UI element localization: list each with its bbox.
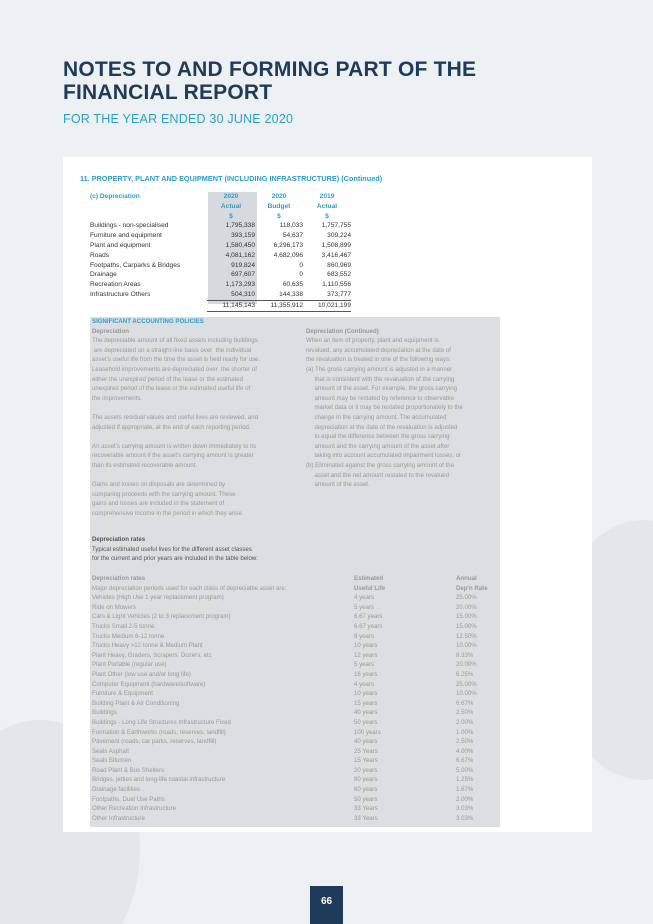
asset-class: Seals Asphalt — [92, 747, 129, 755]
row-value: 697,607 — [231, 271, 255, 279]
total-value: 11,355,912 — [255, 300, 303, 312]
dep-rate: 15.00% — [456, 613, 477, 621]
policy-text-line: market data or it may be restated proportionately to the — [306, 404, 463, 412]
useful-life: 50 years — [354, 795, 378, 803]
useful-life: 33 Years — [354, 814, 378, 822]
page-number: 66 — [310, 886, 343, 924]
useful-life: 6.67 years — [354, 622, 383, 630]
dep-rate: 4.00% — [456, 747, 474, 755]
asset-class: Formation & Earthworks (roads, reserves, landfill) — [92, 728, 226, 736]
policy-text-line: amount of the asset. For example, the gross carrying — [306, 385, 458, 393]
policy-text-line: The assets residual values and useful lives are reviewed, and — [92, 413, 258, 421]
rates-row — [92, 612, 497, 622]
row-value: 1,580,450 — [225, 241, 255, 249]
useful-life: 5 years — [354, 603, 374, 611]
rates-row — [92, 737, 497, 747]
dep-rate: 6.67% — [456, 699, 474, 707]
policy-text-line: amount of the asset. — [306, 481, 370, 489]
policy-text-line — [92, 432, 260, 442]
row-value: 4,682,096 — [273, 251, 303, 259]
policies-heading: SIGNIFICANT ACCOUNTING POLICIES — [92, 318, 204, 325]
rates-row — [92, 641, 497, 651]
useful-life: 80 years — [354, 776, 378, 784]
table-row — [90, 241, 355, 251]
asset-class: Trucks Medium 6-12 tonne — [92, 632, 165, 640]
dep-rate: 1.67% — [456, 786, 474, 794]
useful-life: 16 years — [354, 670, 378, 678]
policy-text-line: unexpired period of the lease or the estimated useful life of — [92, 385, 251, 393]
dep-rate: 2.00% — [456, 795, 474, 803]
table-row — [90, 251, 355, 261]
page-subtitle: FOR THE YEAR ENDED 30 JUNE 2020 — [63, 112, 294, 126]
section-heading: 11. PROPERTY, PLANT AND EQUIPMENT (INCLUDING INFRASTRUCTURE) (Continued) — [80, 174, 383, 183]
rates-header-row — [92, 584, 497, 594]
policy-text-line — [92, 471, 260, 481]
rates-row — [92, 814, 497, 824]
rates-row — [92, 785, 497, 795]
table-row — [90, 290, 355, 300]
col-currency: $ — [229, 212, 233, 220]
policy-text-line: recoverable amount if the asset's carrying amount is greater — [92, 452, 254, 460]
row-value: 1,110,556 — [322, 281, 351, 289]
policy-text-line: change in the carrying amount. The accumulated — [306, 413, 447, 421]
policy-text-line: the improvements. — [92, 394, 143, 402]
row-label: Drainage — [90, 271, 117, 279]
table-row — [90, 270, 355, 280]
table-total-row — [90, 300, 355, 310]
asset-class: Footpaths, Dual Use Paths — [92, 795, 165, 803]
row-value: 3,416,467 — [321, 251, 351, 259]
useful-life: 15 Years — [354, 757, 378, 765]
rates-row — [92, 756, 497, 766]
policy-left-title: Depreciation — [92, 327, 129, 335]
rates-row — [92, 775, 497, 785]
row-value: 1,173,293 — [225, 281, 255, 289]
useful-life: 12 years — [354, 651, 378, 659]
policy-text-line: depreciation at the date of the revaluation is adjusted — [306, 423, 458, 431]
rates-row — [92, 593, 497, 603]
rates-row — [92, 718, 497, 728]
dep-rate: 2.00% — [456, 718, 474, 726]
rates-row — [92, 670, 497, 680]
policy-text-line: gains and losses are included in the statement of — [92, 500, 225, 508]
policy-left-column — [92, 317, 260, 518]
dep-rate: 1.25% — [456, 776, 474, 784]
row-value: 373,777 — [327, 290, 351, 298]
col-type: Actual — [316, 202, 338, 210]
asset-class: Buildings — [92, 709, 117, 717]
policy-text-line: (a) The gross carrying amount is adjusted in a manner — [306, 365, 453, 373]
rates-intro — [92, 535, 258, 564]
dep-rate: 6.25% — [456, 670, 474, 678]
row-value: 919,824 — [231, 261, 255, 269]
table-row — [90, 261, 355, 271]
accounting-policies-box — [90, 317, 500, 827]
policy-text-line: revalued, any accumulated depreciation at the date of — [306, 346, 451, 354]
table-header-row — [90, 212, 355, 222]
policy-text-line: The depreciable amount of all fixed assets including buildings — [92, 337, 258, 345]
rates-subheading: Major depreciation periods used for each class of depreciable asset are: — [92, 584, 287, 592]
policy-text-line: than its estimated recoverable amount. — [92, 461, 198, 469]
table-row — [90, 221, 355, 231]
rates-row — [92, 689, 497, 699]
rates-row — [92, 804, 497, 814]
rates-row — [92, 651, 497, 661]
asset-class: Pavement (roads, car parks, reserves, landfill) — [92, 738, 217, 746]
useful-life: 40 years — [354, 738, 378, 746]
dep-rate: 3.03% — [456, 805, 474, 813]
policy-text-line: asset's useful life from the time the asset is held ready for use. — [92, 356, 261, 364]
row-label: Furniture and equipment — [90, 232, 162, 240]
row-value: 1,757,755 — [321, 222, 351, 230]
table-header-row — [90, 192, 355, 202]
asset-class: Road Plant & Bus Shelters — [92, 766, 165, 774]
useful-life: 25 Years — [354, 747, 378, 755]
table-label: (c) Depreciation — [90, 193, 140, 200]
policy-text-line: asset and the net amount restated to the revalued — [306, 471, 449, 479]
row-value: 683,552 — [327, 271, 351, 279]
rates-row — [92, 708, 497, 718]
row-value: 54,637 — [282, 232, 303, 240]
title-line-2: FINANCIAL REPORT — [63, 81, 273, 104]
row-value: 309,224 — [327, 232, 351, 240]
col-currency: $ — [325, 212, 329, 220]
row-value: 118,033 — [279, 222, 303, 230]
dep-rate: 20.00% — [456, 661, 477, 669]
useful-life: 10 years — [354, 642, 378, 650]
asset-class: Ride on Mowers — [92, 603, 137, 611]
policy-right-title: Depreciation (Continued) — [306, 327, 379, 335]
rates-row — [92, 795, 497, 805]
row-value: 1,795,338 — [225, 222, 255, 230]
row-label: Infrastructure Others — [90, 290, 151, 298]
report-header — [63, 58, 623, 126]
dep-rate: 25.00% — [456, 680, 477, 688]
policy-text-line: comparing proceeds with the carrying amount. These — [92, 490, 236, 498]
row-value: 1,508,899 — [321, 241, 351, 249]
dep-rate: 6.67% — [456, 757, 474, 765]
useful-life: 100 years — [354, 728, 381, 736]
col-year: 2020 — [271, 193, 287, 200]
table-header-row — [90, 202, 355, 212]
rates-intro-line: Typical estimated useful lives for the different asset classes — [92, 545, 252, 553]
dep-rate: 15.00% — [456, 622, 477, 630]
policy-text-line: When an item of property, plant and equipment is — [306, 337, 439, 345]
dep-rate: 12.50% — [456, 632, 477, 640]
row-value: 393,159 — [231, 232, 255, 240]
rates-row — [92, 747, 497, 757]
policy-text-line: are depreciated on a straight-line basis over the individual — [92, 346, 252, 354]
row-value: 0 — [299, 261, 303, 269]
useful-life: 33 Years — [354, 805, 378, 813]
row-value: 144,338 — [279, 290, 303, 298]
asset-class: Trucks Heavy >12 tonne & Medium Plant — [92, 642, 203, 650]
asset-class: Seals Bitumen — [92, 757, 132, 765]
total-value: 11,145,143 — [207, 300, 255, 312]
content-panel — [63, 157, 592, 832]
asset-class: Buildings - Long Life Structures Infrastructure Fixed — [92, 718, 231, 726]
policy-text-line: comprehensive income in the period in which they arise. — [92, 509, 244, 517]
dep-rate: 5.00% — [456, 766, 474, 774]
rates-row — [92, 728, 497, 738]
dep-rate: 8.33% — [456, 651, 474, 659]
col-life-header: Useful Life — [354, 584, 386, 592]
useful-life: 10 years — [354, 690, 378, 698]
col-rate-header: Annual — [456, 575, 477, 582]
dep-rate: 3.03% — [456, 814, 474, 822]
rates-row — [92, 660, 497, 670]
useful-life: 4 years — [354, 594, 374, 602]
useful-life: 15 years — [354, 699, 378, 707]
page-title — [63, 58, 623, 104]
policy-text-line — [92, 403, 260, 413]
col-type: Actual — [220, 202, 242, 210]
row-label: Roads — [90, 251, 110, 259]
rates-row — [92, 603, 497, 613]
asset-class: Plant Other (low use and/or long life) — [92, 670, 191, 678]
rates-intro-title: Depreciation rates — [92, 536, 146, 543]
rates-row — [92, 632, 497, 642]
dep-rate: 25.00% — [456, 594, 477, 602]
dep-rate: 1.00% — [456, 728, 474, 736]
dep-rate: 10.00% — [456, 642, 477, 650]
rates-row — [92, 680, 497, 690]
row-label: Recreation Areas — [90, 281, 141, 289]
col-rate-header: Dep'n Rate — [456, 584, 488, 592]
policy-text-line: amount may be restated by reference to observable — [306, 394, 455, 402]
rates-header-row — [92, 574, 497, 584]
asset-class: Furniture & Equipment — [92, 690, 153, 698]
useful-life: 5 years — [354, 661, 374, 669]
policy-text-line: amount and the carrying amount of the asset after — [306, 442, 450, 450]
policy-text-line: either the unexpired period of the lease or the estimated — [92, 375, 244, 383]
policy-text-line: adjusted if appropriate, at the end of each reporting period. — [92, 423, 251, 431]
asset-class: Vehicles (High Use 1 year replacement program) — [92, 594, 224, 602]
title-line-1: NOTES TO AND FORMING PART OF THE — [63, 58, 477, 81]
useful-life: 8 years — [354, 632, 374, 640]
policy-text-line: Leasehold improvements are depreciated over the shorter of — [92, 365, 257, 373]
asset-class: Bridges, jetties and long-life coastal infrastructure — [92, 776, 226, 784]
table-row — [90, 280, 355, 290]
row-value: 504,310 — [231, 290, 255, 298]
policy-text-line: the revaluation is treated in one of the following ways: — [306, 356, 451, 364]
row-label: Footpaths, Carparks & Bridges — [90, 261, 181, 269]
useful-life: 50 years — [354, 718, 378, 726]
asset-class: Plant Heavy, Graders, Scrapers, Dozers, etc — [92, 651, 212, 659]
row-label: Plant and equipment — [90, 241, 151, 249]
col-currency: $ — [277, 212, 281, 220]
policy-right-column — [306, 327, 463, 490]
rates-table — [92, 574, 497, 823]
row-value: 860,969 — [327, 261, 351, 269]
total-value: 10,021,199 — [303, 300, 351, 312]
useful-life: 6.67 years — [354, 613, 383, 621]
dep-rate: 2.50% — [456, 738, 474, 746]
policy-text-line: to equal the difference between the gross carrying — [306, 433, 450, 441]
dep-rate: 10.00% — [456, 690, 477, 698]
policy-text-line: (b) Eliminated against the gross carrying amount of the — [306, 461, 455, 469]
rates-heading: Depreciation rates — [92, 575, 146, 582]
col-life-header: Estimated — [354, 575, 384, 582]
depreciation-table — [90, 192, 355, 310]
asset-class: Cars & Light Vehicles (2 to 3 replacement program) — [92, 613, 231, 621]
row-value: 60,635 — [282, 281, 303, 289]
asset-class: Other Infrastructure — [92, 814, 145, 822]
useful-life: 60 years — [354, 786, 378, 794]
row-value: 0 — [299, 271, 303, 279]
policy-text-line: taking into account accumulated impairment losses; or — [306, 452, 462, 460]
asset-class: Plant Portable (regular use) — [92, 661, 167, 669]
asset-class: Trucks Small 2-5 tonne — [92, 622, 155, 630]
rates-intro-line: for the current and prior years are included in the table below: — [92, 555, 258, 563]
useful-life: 40 years — [354, 709, 378, 717]
row-value: 4,081,162 — [225, 251, 255, 259]
rates-row — [92, 766, 497, 776]
asset-class: Computer Equipment (hardware/software) — [92, 680, 206, 688]
col-year: 2019 — [319, 193, 335, 200]
rates-row — [92, 622, 497, 632]
dep-rate: 20.00% — [456, 603, 477, 611]
asset-class: Drainage facilities — [92, 786, 141, 794]
policy-text-line: that is consistent with the revaluation of the carrying — [306, 375, 455, 383]
asset-class: Building Plant & Air Conditioning — [92, 699, 180, 707]
useful-life: 4 years — [354, 680, 374, 688]
row-value: 6,296,173 — [273, 241, 303, 249]
col-type: Budget — [267, 202, 291, 210]
asset-class: Other Recreation Infrastructure — [92, 805, 176, 813]
policy-text-line: Gains and losses on disposals are determined by — [92, 481, 226, 489]
policy-text-line: An asset's carrying amount is written down immediately to its — [92, 442, 257, 450]
rates-row — [92, 699, 497, 709]
useful-life: 20 years — [354, 766, 378, 774]
col-year: 2020 — [223, 193, 239, 200]
dep-rate: 2.50% — [456, 709, 474, 717]
table-row — [90, 231, 355, 241]
row-label: Buildings - non-specialised — [90, 222, 169, 230]
